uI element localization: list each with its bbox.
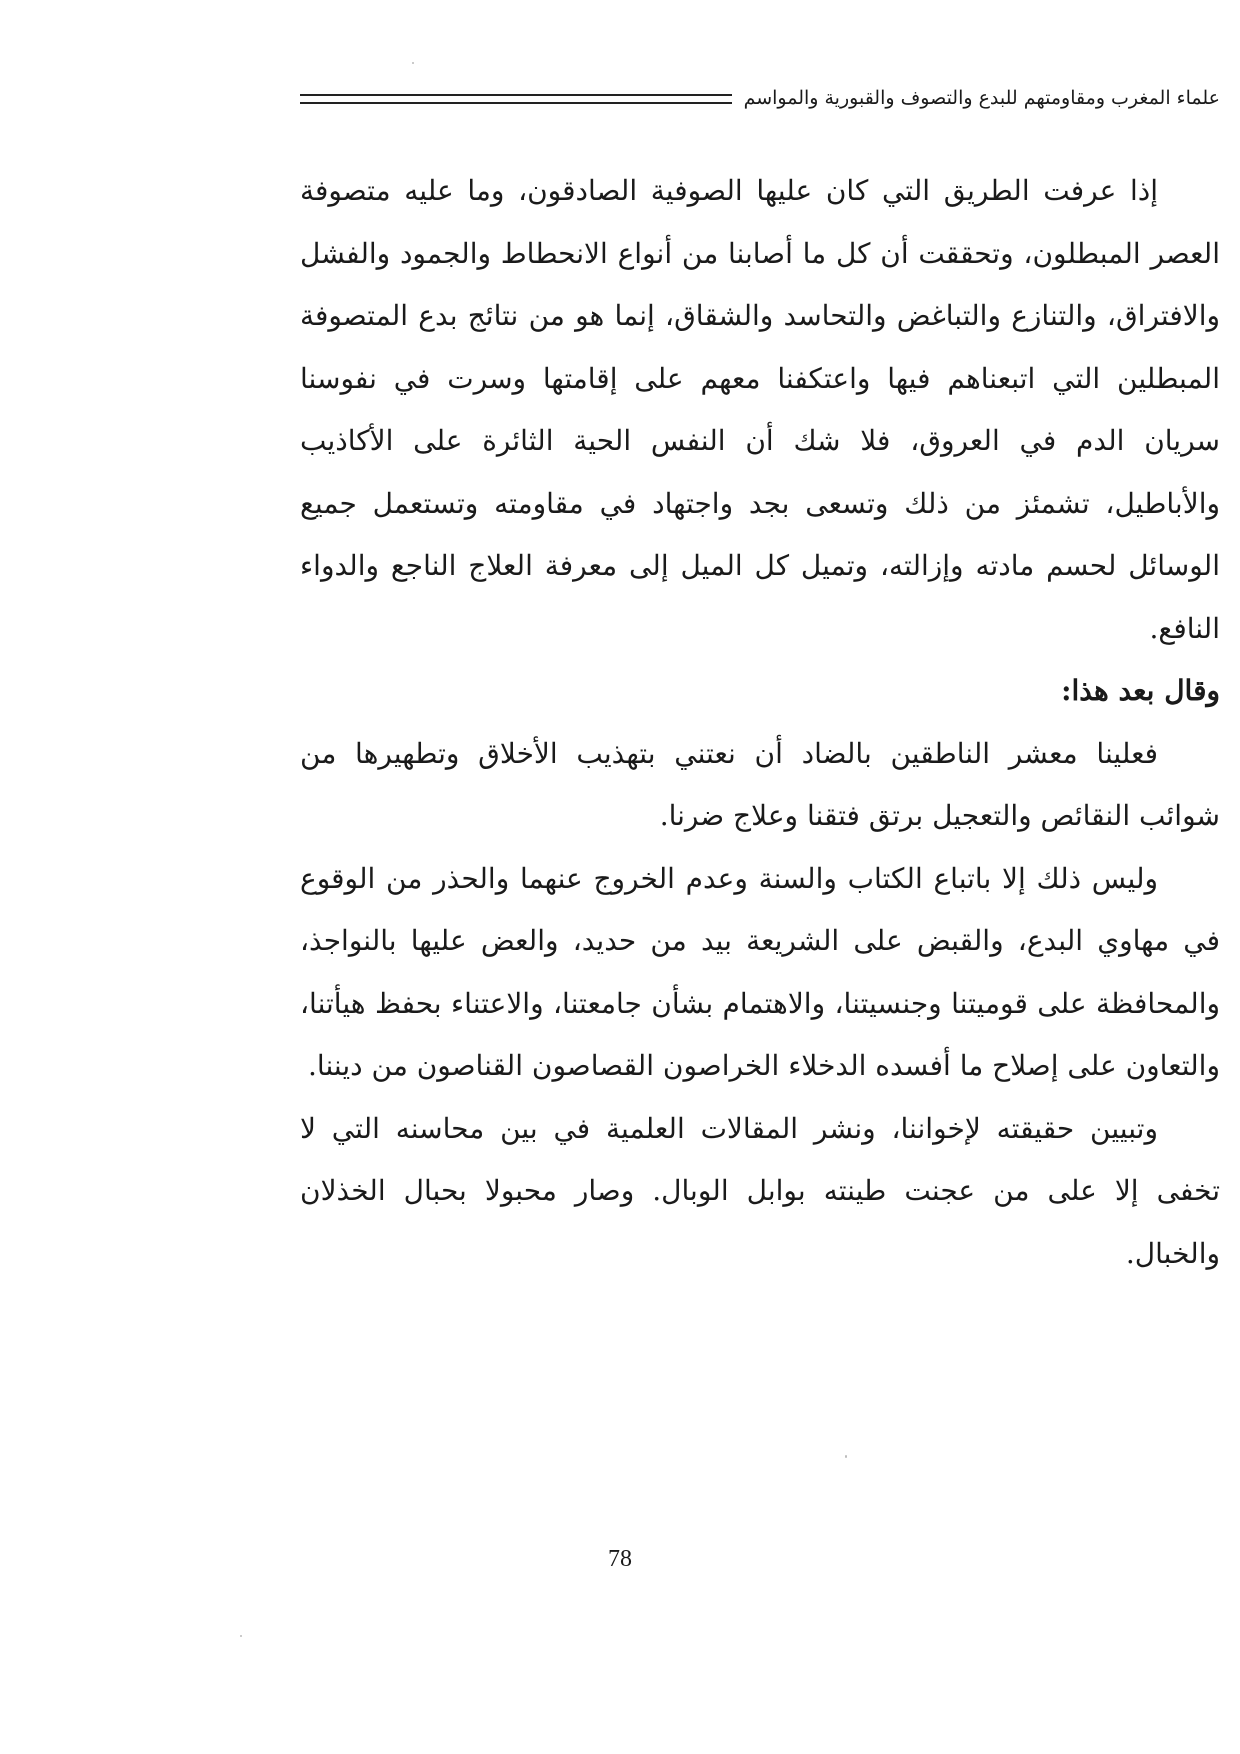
header-double-rule [300,94,732,104]
section-heading: وقال بعد هذا: [1061,674,1220,707]
running-header [300,78,1220,118]
page-number: 78 [608,1546,632,1572]
scan-speck [845,1455,847,1458]
paragraph-4: وتبيين حقيقته لإخواننا، ونشر المقالات العلمية في بين محاسنه التي لا تخفى إلا على من عجنت طينته بوابل الوبال. وصار محبولا بحبال الخذلان والخبال. [300,1111,1220,1270]
body-text [300,160,1220,1285]
scan-speck [240,1635,242,1637]
paragraph-2: فعلينا معشر الناطقين بالضاد أن نعتني بتهذيب الأخلاق وتطهيرها من شوائب النقائص والتعجيل برتق فتقنا وعلاج ضرنا. [300,736,1220,832]
paragraph-3: وليس ذلك إلا باتباع الكتاب والسنة وعدم الخروج عنهما والحذر من الوقوع في مهاوي البدع، والقبض على الشريعة بيد من حديد، والعض عليها بالنواجذ، والمحافظة على قوميتنا وجنسيتنا، والاهتمام بشأن جامعتنا، والاعتناء بحفظ هيأتنا، والتعاون على إصلاح ما أفسده الدخلاء الخراصون القصاصون القناصون من ديننا. [300,861,1220,1082]
header-title: علماء المغرب ومقاومتهم للبدع والتصوف والقبورية والمواسم [743,87,1220,109]
paragraph-1: إذا عرفت الطريق التي كان عليها الصوفية الصادقون، وما عليه متصوفة العصر المبطلون، وتحققت أن كل ما أصابنا من أنواع الانحطاط والجمود والفشل والافتراق، والتنازع والتباغض والتحاسد والشقاق، إنما هو من نتائج بدع المتصوفة المبطلين التي اتبعناهم فيها واعتكفنا معهم على إقامتها وسرت في نفوسنا سريان الدم في العروق، فلا شك أن النفس الحية الثائرة على الأكاذيب والأباطيل، تشمئز من ذلك وتسعى بجد واجتهاد في مقاومته وتستعمل جميع الوسائل لحسم مادته وإزالته، وتميل كل الميل إلى معرفة العلاج الناجع والدواء النافع. [300,174,1220,645]
scan-speck [412,62,414,64]
